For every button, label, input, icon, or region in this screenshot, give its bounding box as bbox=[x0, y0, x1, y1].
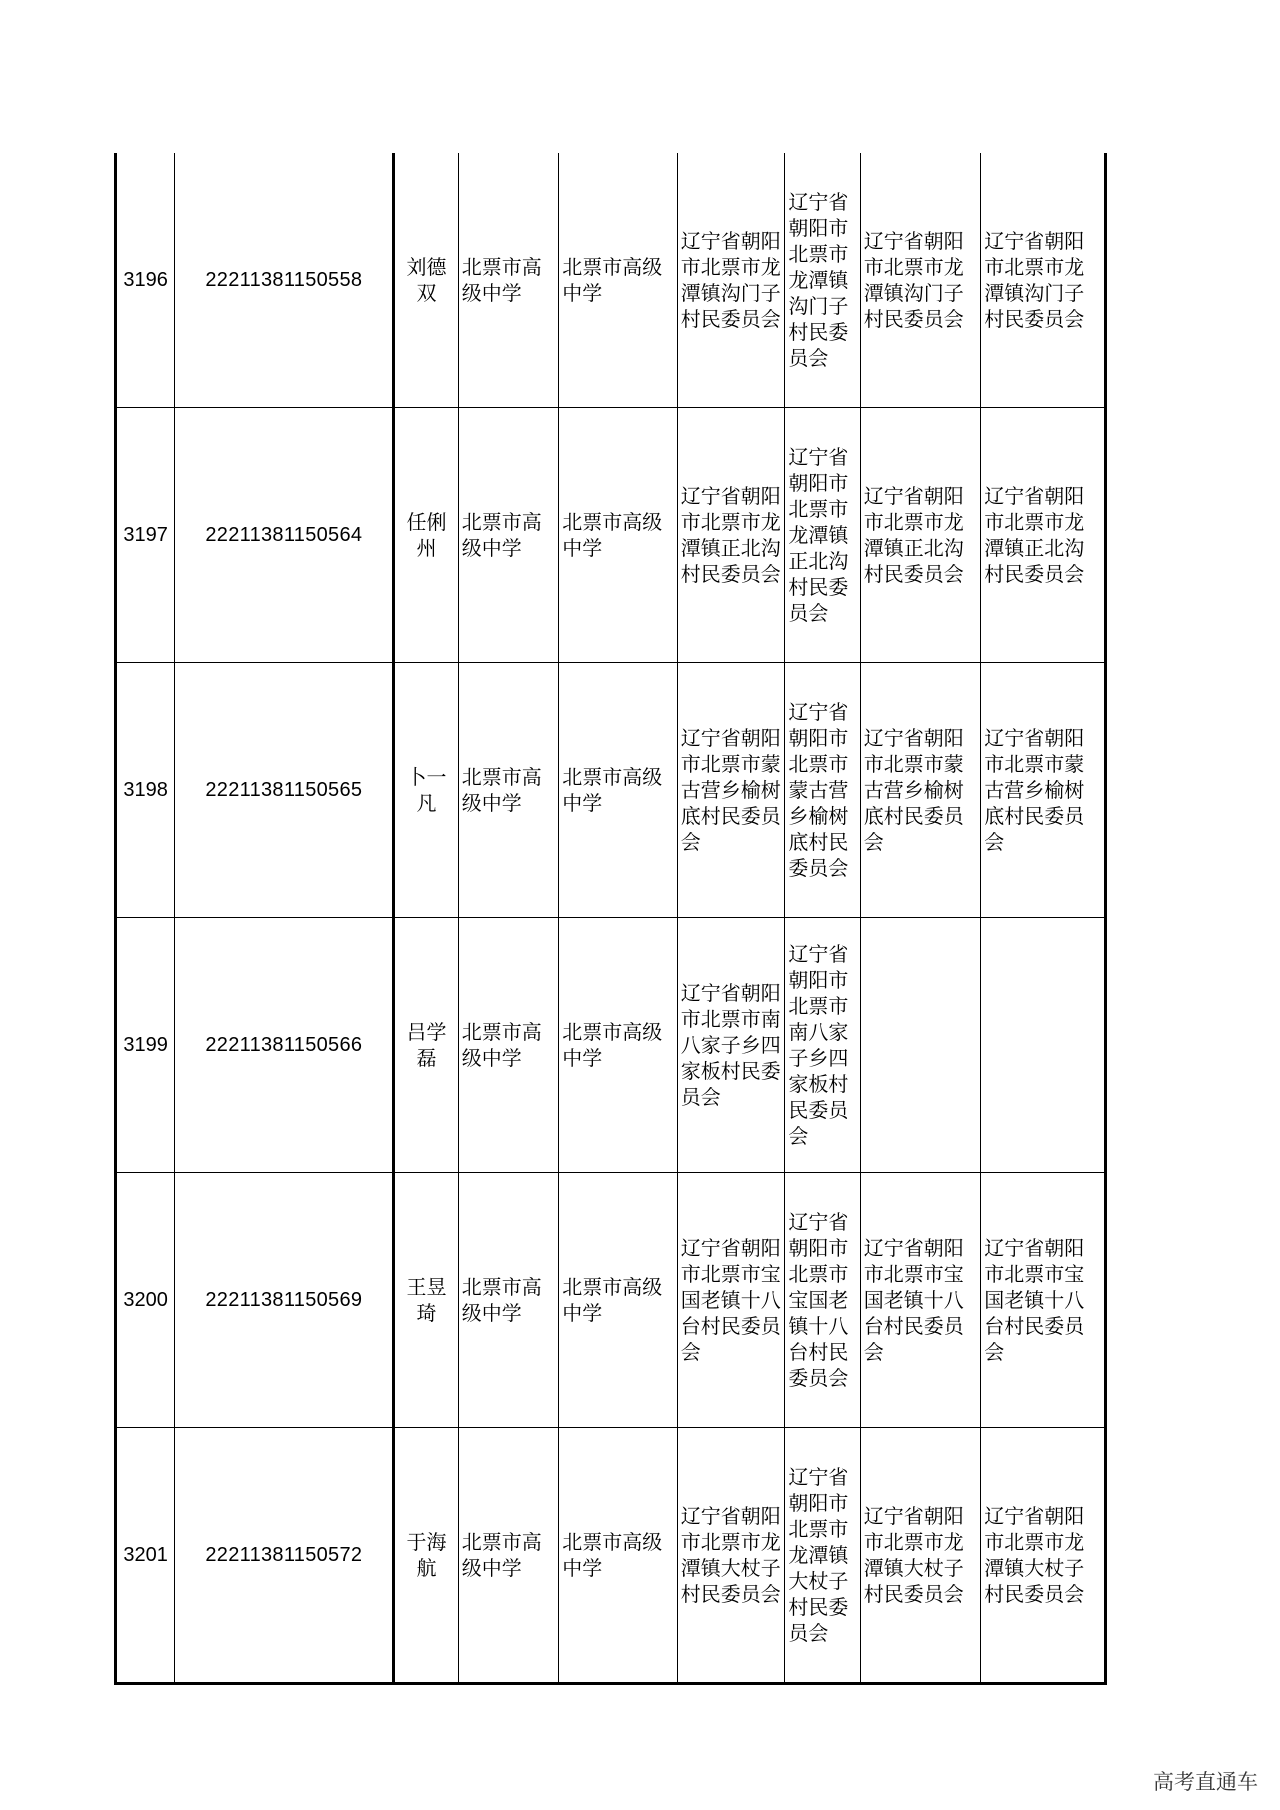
addr2-cell bbox=[785, 408, 860, 663]
addr4-cell bbox=[981, 663, 1106, 918]
school-cell bbox=[458, 408, 559, 663]
addr2-text: 辽宁省朝阳市北票市龙潭镇沟门子村民委员会 bbox=[788, 190, 849, 370]
table-row bbox=[116, 408, 1106, 663]
addr4-text: 辽宁省朝阳市北票市龙潭镇沟门子村民委员会 bbox=[984, 229, 1085, 331]
name-text: 吕学磊 bbox=[406, 1020, 447, 1070]
id-cell: 22211381150558 bbox=[175, 153, 394, 408]
school-text: 北票市高级中学 bbox=[461, 1020, 542, 1070]
addr2-cell bbox=[785, 1173, 860, 1428]
addr1-text: 辽宁省朝阳市北票市龙潭镇正北沟村民委员会 bbox=[680, 484, 781, 586]
grad-school-text: 北票市高级中学 bbox=[562, 255, 663, 305]
grad-school-cell bbox=[559, 918, 678, 1173]
grad-school-text: 北票市高级中学 bbox=[562, 1530, 663, 1580]
addr1-cell bbox=[677, 153, 785, 408]
seq-cell: 3197 bbox=[116, 408, 175, 663]
table-row bbox=[116, 1173, 1106, 1428]
id-cell: 22211381150565 bbox=[175, 663, 394, 918]
addr3-cell bbox=[860, 918, 981, 1173]
table-row bbox=[116, 918, 1106, 1173]
addr3-cell bbox=[860, 1173, 981, 1428]
school-cell bbox=[458, 663, 559, 918]
addr2-text: 辽宁省朝阳市北票市南八家子乡四家板村民委员会 bbox=[788, 942, 849, 1148]
addr1-cell bbox=[677, 663, 785, 918]
school-text: 北票市高级中学 bbox=[461, 510, 542, 560]
seq-cell: 3198 bbox=[116, 663, 175, 918]
school-text: 北票市高级中学 bbox=[461, 1530, 542, 1580]
table-row bbox=[116, 663, 1106, 918]
grad-school-cell bbox=[559, 153, 678, 408]
addr2-text: 辽宁省朝阳市北票市龙潭镇大杖子村民委员会 bbox=[788, 1465, 849, 1645]
roster-body bbox=[116, 153, 1106, 1684]
addr2-text: 辽宁省朝阳市北票市龙潭镇正北沟村民委员会 bbox=[788, 445, 849, 625]
roster-table bbox=[114, 153, 1107, 1685]
addr1-cell bbox=[677, 408, 785, 663]
addr2-text: 辽宁省朝阳市北票市宝国老镇十八台村民委员会 bbox=[788, 1210, 849, 1390]
grad-school-text: 北票市高级中学 bbox=[562, 765, 663, 815]
table-row bbox=[116, 153, 1106, 408]
addr3-cell bbox=[860, 1428, 981, 1684]
name-text: 卜一凡 bbox=[406, 765, 447, 815]
name-cell bbox=[394, 153, 458, 408]
addr3-text: 辽宁省朝阳市北票市龙潭镇正北沟村民委员会 bbox=[863, 484, 964, 586]
addr2-cell bbox=[785, 1428, 860, 1684]
name-text: 任俐州 bbox=[406, 510, 447, 560]
name-text: 刘德双 bbox=[406, 255, 447, 305]
addr2-text: 辽宁省朝阳市北票市蒙古营乡榆树底村民委员会 bbox=[788, 700, 849, 880]
school-text: 北票市高级中学 bbox=[461, 1275, 542, 1325]
addr4-text: 辽宁省朝阳市北票市蒙古营乡榆树底村民委员会 bbox=[984, 726, 1085, 854]
name-cell bbox=[394, 1428, 458, 1684]
grad-school-text: 北票市高级中学 bbox=[562, 1275, 663, 1325]
id-cell: 22211381150569 bbox=[175, 1173, 394, 1428]
addr3-text: 辽宁省朝阳市北票市龙潭镇大杖子村民委员会 bbox=[863, 1504, 964, 1606]
addr3-cell bbox=[860, 663, 981, 918]
addr3-text: 辽宁省朝阳市北票市宝国老镇十八台村民委员会 bbox=[863, 1236, 964, 1364]
grad-school-text: 北票市高级中学 bbox=[562, 510, 663, 560]
grad-school-cell bbox=[559, 1173, 678, 1428]
addr3-cell bbox=[860, 153, 981, 408]
id-cell: 22211381150566 bbox=[175, 918, 394, 1173]
addr4-cell bbox=[981, 153, 1106, 408]
roster-sheet bbox=[114, 153, 1107, 1645]
addr3-cell bbox=[860, 408, 981, 663]
id-cell: 22211381150572 bbox=[175, 1428, 394, 1684]
addr4-cell bbox=[981, 408, 1106, 663]
addr1-text: 辽宁省朝阳市北票市南八家子乡四家板村民委员会 bbox=[680, 981, 781, 1109]
school-text: 北票市高级中学 bbox=[461, 765, 542, 815]
addr2-cell bbox=[785, 918, 860, 1173]
addr1-text: 辽宁省朝阳市北票市宝国老镇十八台村民委员会 bbox=[680, 1236, 781, 1364]
name-cell bbox=[394, 663, 458, 918]
name-text: 王昱琦 bbox=[406, 1275, 447, 1325]
addr4-cell bbox=[981, 1428, 1106, 1684]
addr4-cell bbox=[981, 1173, 1106, 1428]
grad-school-text: 北票市高级中学 bbox=[562, 1020, 663, 1070]
name-cell bbox=[394, 918, 458, 1173]
addr4-text: 辽宁省朝阳市北票市宝国老镇十八台村民委员会 bbox=[984, 1236, 1085, 1364]
name-text: 于海航 bbox=[406, 1530, 447, 1580]
addr2-cell bbox=[785, 153, 860, 408]
school-cell bbox=[458, 1428, 559, 1684]
addr3-text: 辽宁省朝阳市北票市龙潭镇沟门子村民委员会 bbox=[863, 229, 964, 331]
school-cell bbox=[458, 1173, 559, 1428]
grad-school-cell bbox=[559, 1428, 678, 1684]
addr1-text: 辽宁省朝阳市北票市蒙古营乡榆树底村民委员会 bbox=[680, 726, 781, 854]
school-cell bbox=[458, 153, 559, 408]
addr4-text: 辽宁省朝阳市北票市龙潭镇大杖子村民委员会 bbox=[984, 1504, 1085, 1606]
addr4-cell bbox=[981, 918, 1106, 1173]
addr1-text: 辽宁省朝阳市北票市龙潭镇大杖子村民委员会 bbox=[680, 1504, 781, 1606]
addr2-cell bbox=[785, 663, 860, 918]
addr4-text: 辽宁省朝阳市北票市龙潭镇正北沟村民委员会 bbox=[984, 484, 1085, 586]
seq-cell: 3199 bbox=[116, 918, 175, 1173]
addr1-cell bbox=[677, 1173, 785, 1428]
watermark-text: 高考直通车 bbox=[1153, 1770, 1258, 1794]
seq-cell: 3200 bbox=[116, 1173, 175, 1428]
addr1-text: 辽宁省朝阳市北票市龙潭镇沟门子村民委员会 bbox=[680, 229, 781, 331]
grad-school-cell bbox=[559, 663, 678, 918]
school-text: 北票市高级中学 bbox=[461, 255, 542, 305]
table-row bbox=[116, 1428, 1106, 1684]
school-cell bbox=[458, 918, 559, 1173]
id-cell: 22211381150564 bbox=[175, 408, 394, 663]
grad-school-cell bbox=[559, 408, 678, 663]
seq-cell: 3201 bbox=[116, 1428, 175, 1684]
name-cell bbox=[394, 408, 458, 663]
name-cell bbox=[394, 1173, 458, 1428]
seq-cell: 3196 bbox=[116, 153, 175, 408]
addr3-text: 辽宁省朝阳市北票市蒙古营乡榆树底村民委员会 bbox=[863, 726, 964, 854]
addr1-cell bbox=[677, 918, 785, 1173]
addr1-cell bbox=[677, 1428, 785, 1684]
